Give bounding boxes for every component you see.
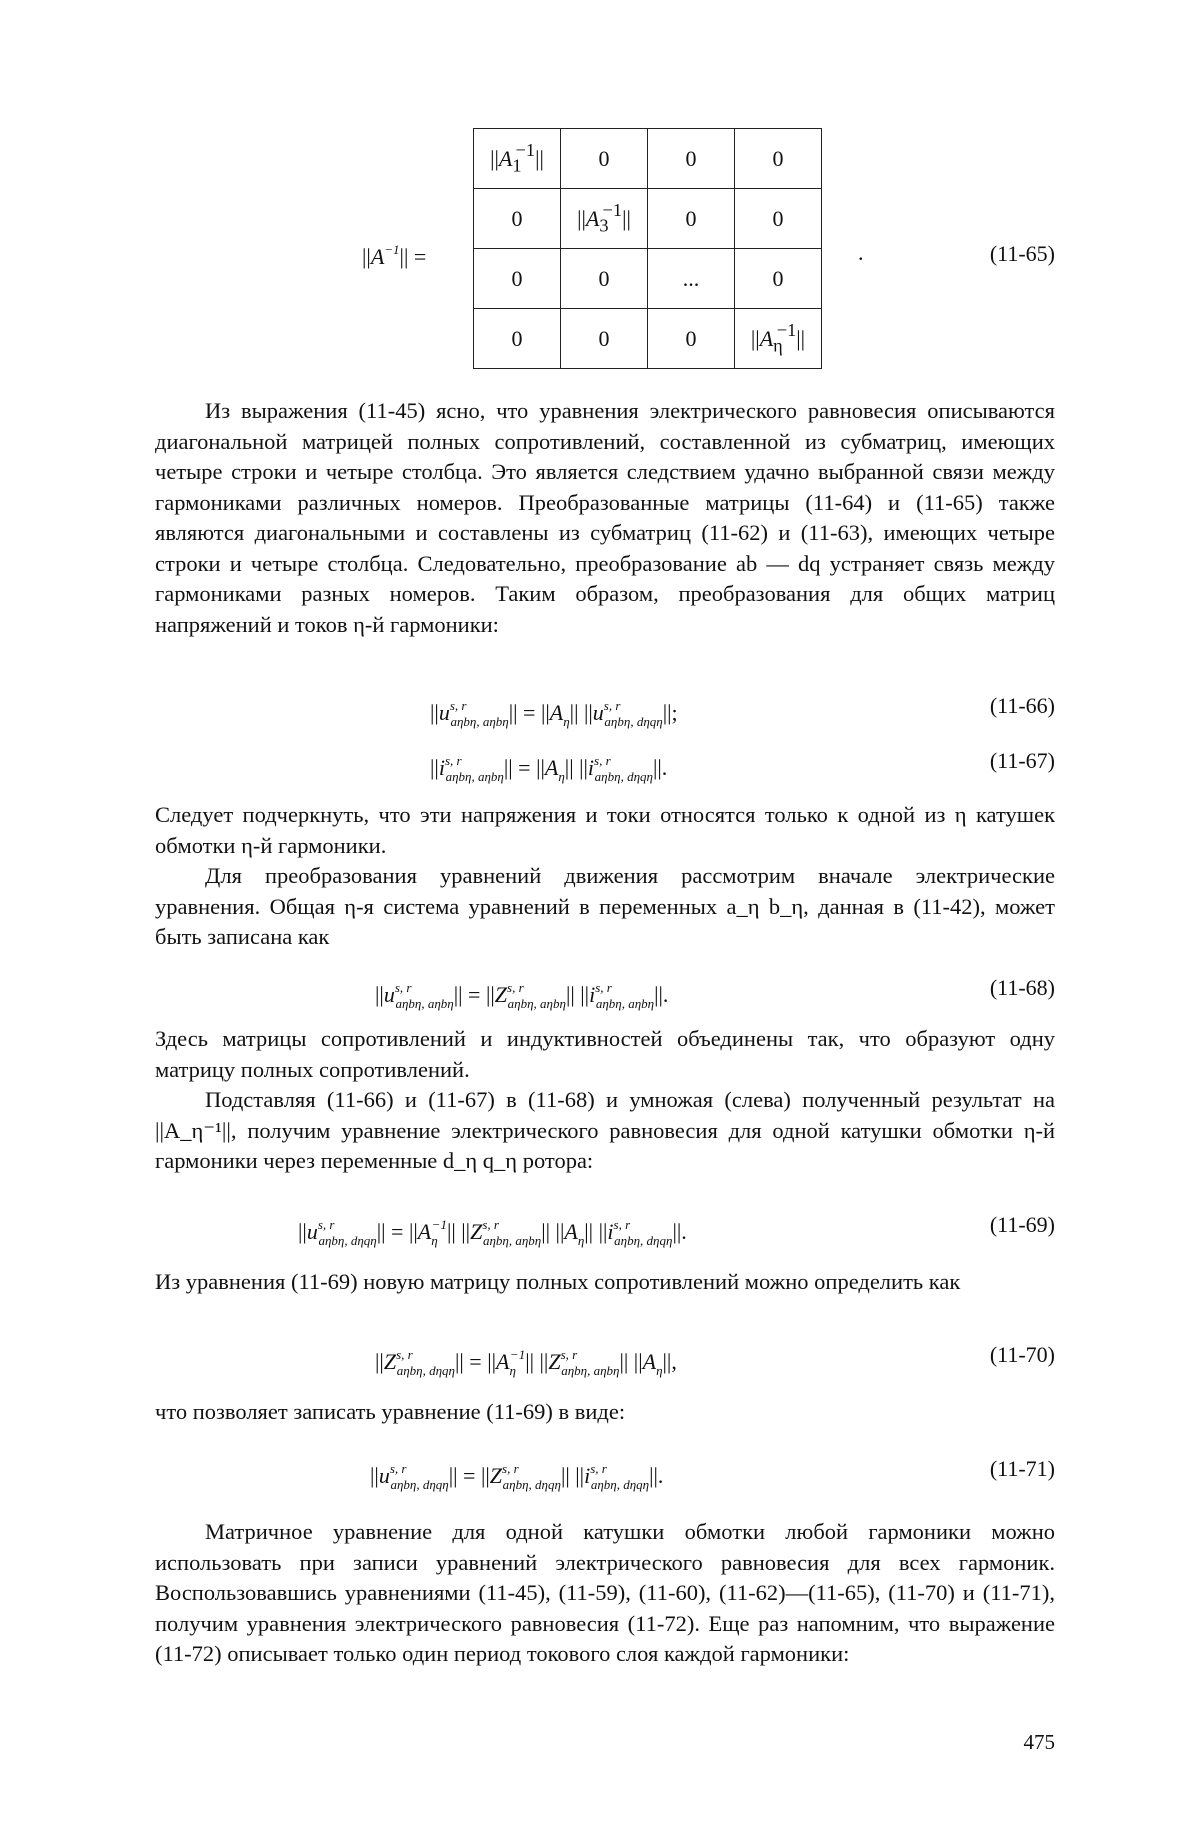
page-number: 475 bbox=[1023, 1730, 1055, 1754]
matrix-cell: 0 bbox=[648, 189, 735, 249]
paragraph: Из выражения (11-45) ясно, что уравнения электрического равновесия описываются диагональной матрицей полных сопротивлений, составленной из субматриц, имеющих четыре строки и четыре столбца. Это является следствием удачно выбранной связи между гармониками различных номеров. Преобразованные матрицы (11-64) и (11-65) также являются диагональными и составлены из субматриц (11-62) и (11-63), имеющих четыре строки и четыре столбца. Следовательно, преобразование ab — dq устраняет связь между гармониками разных номеров. Таким образом, преобразования для общих матриц напряжений и токов η-й гармоники: bbox=[155, 398, 1055, 637]
paragraph: Следует подчеркнуть, что эти напряжения и токи относятся только к одной из η катушек обмотки η-й гармоники. bbox=[155, 802, 1055, 858]
paragraph: Матричное уравнение для одной катушки обмотки любой гармоники можно использовать при записи уравнений электрического равновесия для всех гармоник. Воспользовавшись уравнениями (11-45), (11-59), (11-60), (11-62)—(11-65), (11-70) и (11-71), получим уравнения электрического равновесия (11-72). Еще раз напомним, что выражение (11-72) описывает только один период токового слоя каждой гармоники: bbox=[155, 1519, 1055, 1666]
paragraph: Здесь матрицы сопротивлений и индуктивностей объединены так, что образуют одну матрицу полных сопротивлений. bbox=[155, 1026, 1055, 1082]
matrix-cell: 0 bbox=[474, 309, 561, 369]
equation-number: (11-65) bbox=[989, 241, 1055, 266]
equation-11-70: $||Z^{s, r}_{a\eta b\eta, d\eta q\eta}|| = ||A_\eta^{-1}||$ $||Z^{s, r}_{a\eta b\eta, a\eta b\eta}||$ $||A_\eta||$, bbox=[375, 1347, 677, 1378]
matrix-cell: 0 bbox=[474, 249, 561, 309]
paragraph: что позволяет записать уравнение (11-69) в виде: bbox=[155, 1399, 626, 1424]
matrix-period: . bbox=[858, 240, 864, 265]
matrix-cell: 0 bbox=[561, 249, 648, 309]
matrix-cell: 0 bbox=[735, 189, 822, 249]
equation-11-67: $||i^{s, r}_{a\eta b\eta, a\eta b\eta}|| = ||A_\eta||$ $||i^{s, r}_{a\eta b\eta, d\eta q\eta}||$. bbox=[430, 753, 668, 784]
paragraph: Для преобразования уравнений движения рассмотрим вначале электрические уравнения. Общая η-я система уравнений в переменных a_η b_η, данная в (11-42), может быть записана как bbox=[155, 863, 1055, 949]
matrix-cell: $||A_\eta^{-1}||$ bbox=[735, 309, 822, 369]
paragraph: Из уравнения (11-69) новую матрицу полных сопротивлений можно определить как bbox=[155, 1269, 961, 1294]
equation-number: (11-67) bbox=[989, 748, 1055, 773]
equation-number: (11-71) bbox=[989, 1456, 1055, 1481]
matrix-cell: 0 bbox=[735, 249, 822, 309]
matrix-cell: 0 bbox=[561, 129, 648, 189]
matrix-cell: 0 bbox=[735, 129, 822, 189]
equation-11-69: $||u^{s, r}_{a\eta b\eta, d\eta q\eta}|| = ||A_\eta^{-1}||$ $||Z^{s, r}_{a\eta b\eta, a\eta b\eta}||$ $||A_\eta||$ $||i^{s, r}_{a\eta b\eta, d\eta q\eta}||$. bbox=[298, 1217, 687, 1248]
matrix-cell: 0 bbox=[648, 309, 735, 369]
paragraph: Подставляя (11-66) и (11-67) в (11-68) и умножая (слева) полученный результат на ||A_η⁻¹||, получим уравнение электрического равновесия для одной катушки обмотки η-й гармоники через переменные d_η q_η ротора: bbox=[155, 1087, 1055, 1173]
matrix-cell: 0 bbox=[561, 309, 648, 369]
matrix-lhs: $||A^{-1}||$ = bbox=[362, 242, 427, 269]
equation-number: (11-68) bbox=[989, 975, 1055, 1000]
matrix-cell: $||A_3^{-1}||$ bbox=[561, 189, 648, 249]
matrix-cell: $||A_1^{-1}||$ bbox=[474, 129, 561, 189]
matrix-cell: 0 bbox=[474, 189, 561, 249]
matrix-cell: 0 bbox=[648, 129, 735, 189]
equation-11-68: $||u^{s, r}_{a\eta b\eta, a\eta b\eta}|| = ||Z^{s, r}_{a\eta b\eta, a\eta b\eta}||$ $||i^{s, r}_{a\eta b\eta, a\eta b\eta}||$. bbox=[375, 980, 669, 1011]
equation-number: (11-69) bbox=[989, 1212, 1055, 1237]
equation-11-71: $||u^{s, r}_{a\eta b\eta, d\eta q\eta}|| = ||Z^{s, r}_{a\eta b\eta, d\eta q\eta}||$ $||i^{s, r}_{a\eta b\eta, d\eta q\eta}||$. bbox=[370, 1461, 664, 1492]
block-diagonal-matrix bbox=[473, 128, 822, 369]
matrix-cell: ... bbox=[648, 249, 735, 309]
equation-11-66: $||u^{s, r}_{a\eta b\eta, a\eta b\eta}|| = ||A_\eta||$ $||u^{s, r}_{a\eta b\eta, d\eta q\eta}||$; bbox=[430, 698, 678, 729]
equation-number: (11-66) bbox=[989, 693, 1055, 718]
equation-number: (11-70) bbox=[989, 1342, 1055, 1367]
